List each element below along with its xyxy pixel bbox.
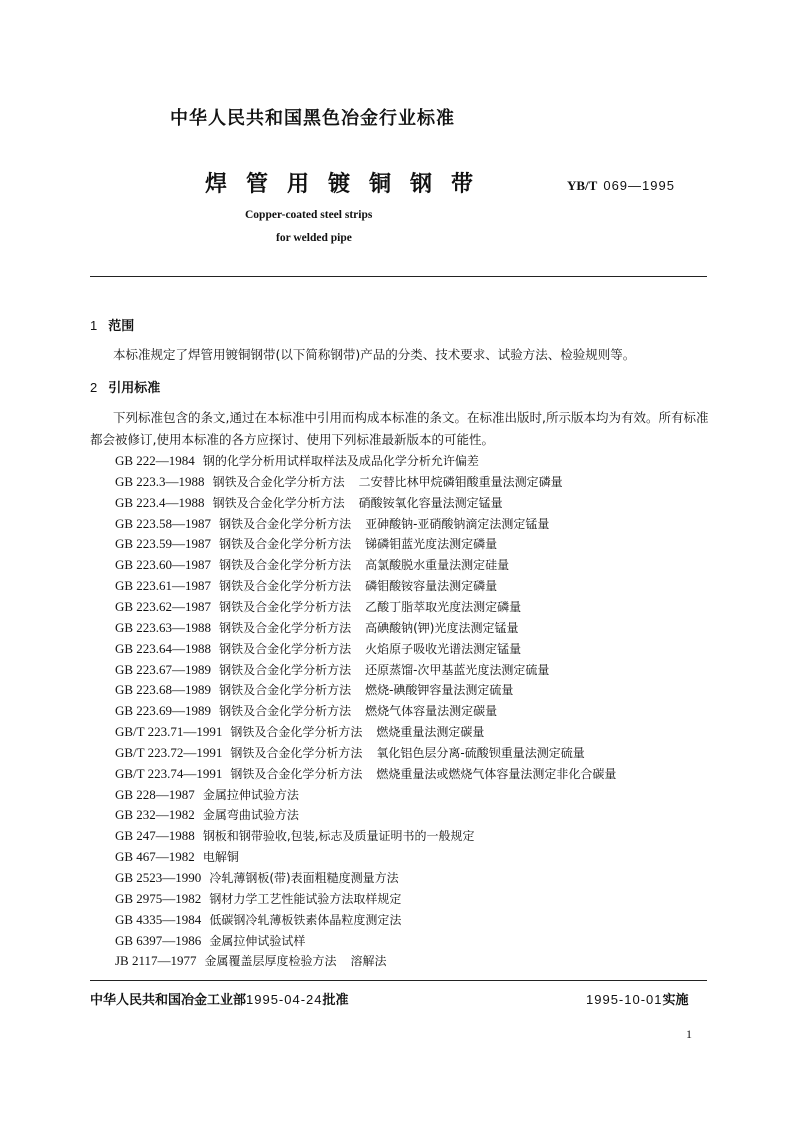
reference-title: 冷轧薄钢板(带)表面粗糙度测量方法 [209,871,399,885]
reference-item [115,848,253,865]
reference-method: 磷钼酸铵容量法测定磷量 [365,579,498,594]
reference-method: 二安替比林甲烷磷钼酸重量法测定磷量 [358,474,563,489]
footer-divider [90,980,707,981]
reference-method: 火焰原子吸收光谱法测定锰量 [365,641,522,656]
effective-line [586,989,689,1008]
reference-item [115,911,415,928]
standard-code [567,178,675,194]
reference-item [115,619,518,636]
reference-item [115,806,313,823]
header-divider [90,276,707,277]
reference-method: 燃烧-碘酸钾容量法测定硫量 [365,683,514,698]
section-1-title: 范围 [108,319,135,334]
approval-line [90,989,349,1008]
reference-method: 燃烧气体容量法测定碳量 [365,704,498,719]
reference-title: 钢铁及合金化学分析方法 [219,516,352,531]
section-2-number: 2 [90,380,98,395]
reference-item [115,744,585,761]
reference-title: 钢铁及合金化学分析方法 [230,745,363,760]
reference-title: 金属弯曲试验方法 [202,808,299,823]
reference-code: GB 222—1984 [115,453,195,468]
reference-method: 硝酸铵氧化容量法测定锰量 [358,495,503,510]
reference-code: GB/T 223.74—1991 [115,765,223,781]
approval-org: 中华人民共和国冶金工业部 [90,993,247,1008]
section-2-heading [90,377,160,396]
english-title-line1: Copper-coated steel strips [245,209,373,221]
reference-item [115,932,319,949]
reference-title: 电解铜 [202,850,239,865]
reference-item [115,452,493,469]
reference-code: GB 223.61—1987 [115,578,212,594]
reference-code: GB 223.58—1987 [115,515,212,531]
reference-title: 钢的化学分析用试样取样法及成品化学分析允许偏差 [202,454,479,468]
reference-title: 钢铁及合金化学分析方法 [219,641,352,656]
reference-method: 亚砷酸钠-亚硝酸钠滴定法测定锰量 [365,516,550,531]
reference-item [115,702,497,719]
standard-code-number: 069—1995 [603,178,675,193]
reference-code: GB/T 223.72—1991 [115,744,223,760]
reference-item [115,869,413,886]
reference-item [115,827,488,844]
reference-title: 钢铁及合金化学分析方法 [219,662,352,677]
reference-code: GB 467—1982 [115,849,195,865]
reference-code: GB 223.59—1987 [115,536,212,552]
reference-title: 钢铁及合金化学分析方法 [219,683,352,698]
reference-item [115,473,563,490]
reference-title: 金属拉伸试验试样 [209,933,306,948]
reference-code: GB 2523—1990 [115,870,202,885]
effective-date: 1995-10-01 [586,992,663,1007]
section-1-heading [90,315,134,334]
reference-code: JB 2117—1977 [115,953,197,969]
standard-code-prefix: YB/T [567,178,598,193]
reference-code: GB 223.62—1987 [115,598,212,614]
reference-title: 钢铁及合金化学分析方法 [212,474,345,489]
reference-item [115,577,497,594]
reference-item [115,723,484,740]
approval-label: 批准 [322,993,349,1008]
reference-code: GB 223.69—1989 [115,703,212,719]
reference-title: 钢铁及合金化学分析方法 [219,537,352,552]
reference-title: 金属拉伸试验方法 [202,787,299,802]
reference-code: GB 247—1988 [115,828,195,844]
reference-item [115,515,549,532]
reference-code: GB 232—1982 [115,807,195,823]
section-1-number: 1 [90,318,98,333]
reference-code: GB 223.68—1989 [115,682,212,698]
reference-method: 燃烧重量法测定碳量 [376,725,485,740]
reference-method: 锑磷钼蓝光度法测定磷量 [365,537,498,552]
reference-title: 钢铁及合金化学分析方法 [219,558,352,573]
page-number: 1 [686,1027,692,1041]
reference-method: 溶解法 [350,954,387,969]
reference-item [115,535,497,552]
reference-item [115,681,513,698]
reference-title: 金属覆盖层厚度检验方法 [204,954,337,969]
reference-code: GB 4335—1984 [115,911,202,927]
reference-title: 钢材力学工艺性能试验方法取样规定 [209,891,402,906]
reference-method: 燃烧重量法或燃烧气体容量法测定非化合碳量 [376,766,617,781]
section-2-title: 引用标准 [108,381,161,396]
english-title-line2: for welded pipe [276,232,352,244]
effective-label: 实施 [662,993,689,1008]
reference-code: GB 2975—1982 [115,890,202,906]
reference-item [115,661,549,678]
reference-item [115,640,521,657]
reference-code: GB 223.67—1989 [115,661,212,677]
reference-title: 钢铁及合金化学分析方法 [219,620,352,635]
approval-date: 1995-04-24 [246,992,323,1007]
reference-code: GB 6397—1986 [115,932,202,948]
reference-code: GB/T 223.71—1991 [115,724,223,740]
reference-method: 高碘酸钠(钾)光度法测定锰量 [365,620,519,635]
reference-title: 钢铁及合金化学分析方法 [219,599,352,614]
reference-item [115,556,509,573]
reference-item [115,598,521,615]
reference-item [115,890,415,907]
reference-title: 低碳钢冷轧薄板铁素体晶粒度测定法 [209,912,402,927]
section-2-text: 下列标准包含的条文,通过在本标准中引用而构成本标准的条文。在标准出版时,所示版本均为有效。所有标准都会被修订,使用本标准的各方应探讨、使用下列标准最新版本的可能性。 [90,410,709,447]
section-1-text: 本标准规定了焊管用镀铜钢带(以下简称钢带)产品的分类、技术要求、试验方法、检验规则等。 [113,347,636,362]
document-title: 焊管用镀铜钢带 [205,172,493,197]
reference-item [115,952,387,969]
reference-code: GB 223.3—1988 [115,473,205,489]
reference-method: 还原蒸馏-次甲基蓝光度法测定硫量 [365,662,550,677]
reference-title: 钢铁及合金化学分析方法 [219,579,352,594]
reference-code: GB 223.64—1988 [115,640,212,656]
reference-method: 氧化铝色层分离-硫酸钡重量法测定硫量 [376,745,585,760]
reference-code: GB 223.60—1987 [115,557,212,573]
reference-item [115,765,616,782]
reference-item [115,494,503,511]
reference-code: GB 223.63—1988 [115,619,212,635]
reference-method: 高氯酸脱水重量法测定硅量 [365,558,510,573]
reference-code: GB 228—1987 [115,786,195,802]
reference-item [115,786,313,803]
reference-title: 钢铁及合金化学分析方法 [212,495,345,510]
reference-title: 钢板和钢带验收,包装,标志及质量证明书的一般规定 [202,829,475,844]
reference-method: 乙酸丁脂萃取光度法测定磷量 [365,599,522,614]
reference-title: 钢铁及合金化学分析方法 [230,725,363,740]
reference-code: GB 223.4—1988 [115,494,205,510]
reference-title: 钢铁及合金化学分析方法 [219,704,352,719]
issuer-title: 中华人民共和国黑色冶金行业标准 [170,108,455,129]
reference-title: 钢铁及合金化学分析方法 [230,766,363,781]
